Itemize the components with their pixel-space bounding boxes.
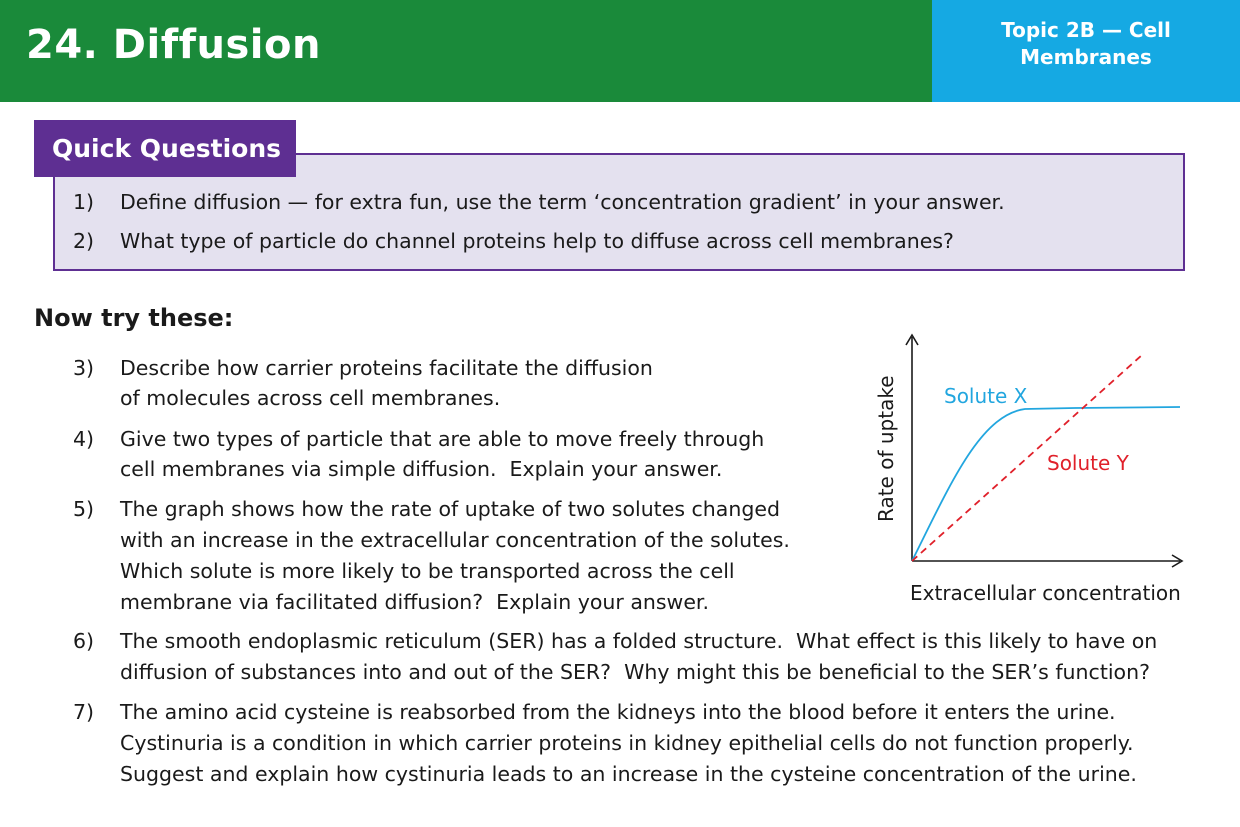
question-line: The smooth endoplasmic reticulum (SER) has a folded structure. What effect is this likely to have on: [120, 629, 1158, 653]
question-line: The graph shows how the rate of uptake of two solutes changed: [120, 497, 780, 521]
question-line: Suggest and explain how cystinuria leads to an increase in the cysteine concentration of the urine.: [120, 762, 1137, 786]
question-line: Give two types of particle that are able to move freely through: [120, 427, 765, 451]
quick-questions-heading: Quick Questions: [34, 120, 296, 177]
topic-line-2: Membranes: [1020, 45, 1152, 69]
x-axis-label: Extracellular concentration: [910, 581, 1181, 605]
topic-badge: [932, 0, 1240, 102]
header-band: [0, 0, 932, 102]
page-title: 24. Diffusion: [26, 22, 321, 68]
question-line: membrane via facilitated diffusion? Explain your answer.: [120, 590, 709, 614]
question-number: 6): [73, 629, 95, 653]
question-line: with an increase in the extracellular concentration of the solutes.: [120, 528, 790, 552]
question-number: 7): [73, 700, 95, 724]
question-text: What type of particle do channel proteins help to diffuse across cell membranes?: [120, 229, 954, 253]
question-line: diffusion of substances into and out of the SER? Why might this be beneficial to the SER’s function?: [120, 660, 1150, 684]
graph-axes: [906, 335, 1182, 567]
question-number: 4): [73, 427, 95, 451]
topic-line-1: Topic 2B — Cell: [1001, 18, 1171, 42]
question-line: of molecules across cell membranes.: [120, 386, 501, 410]
solute-x-label: Solute X: [944, 384, 1028, 408]
solute-y-label: Solute Y: [1047, 451, 1129, 475]
solute-x-curve: [912, 407, 1180, 561]
question-number: 1): [73, 190, 95, 214]
question-line: Cystinuria is a condition in which carrier proteins in kidney epithelial cells do not function properly.: [120, 731, 1134, 755]
question-number: 2): [73, 229, 95, 253]
y-axis-label: Rate of uptake: [874, 375, 898, 522]
question-line: The amino acid cysteine is reabsorbed from the kidneys into the blood before it enters the urine.: [120, 700, 1116, 724]
question-line: Which solute is more likely to be transported across the cell: [120, 559, 735, 583]
question-line: cell membranes via simple diffusion. Explain your answer.: [120, 457, 723, 481]
question-number: 5): [73, 497, 95, 521]
section-heading: Now try these:: [34, 304, 234, 332]
question-text: Define diffusion — for extra fun, use the term ‘concentration gradient’ in your answer.: [120, 190, 1005, 214]
uptake-graph: [860, 325, 1200, 615]
question-line: Describe how carrier proteins facilitate the diffusion: [120, 356, 653, 380]
question-number: 3): [73, 356, 95, 380]
